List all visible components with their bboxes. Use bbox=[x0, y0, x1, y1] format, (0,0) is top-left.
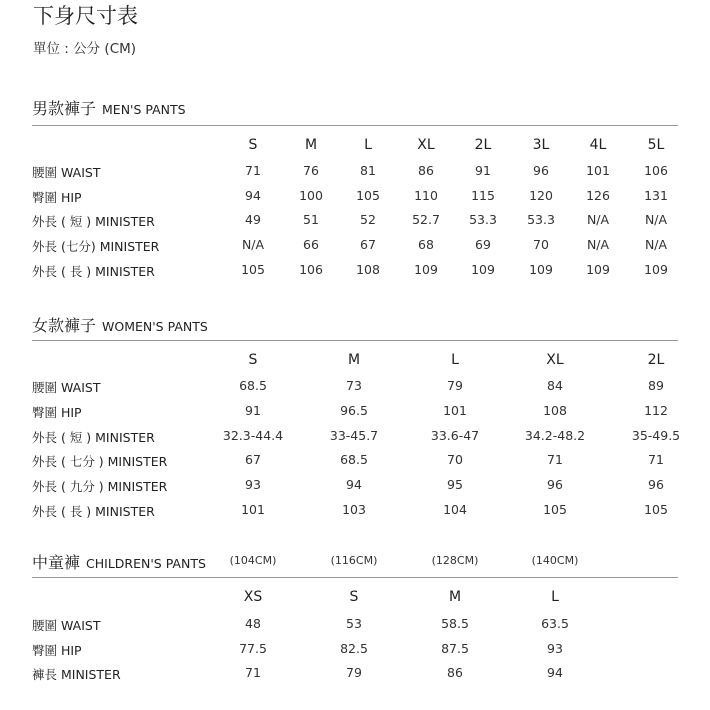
table-cell: 52.7 bbox=[412, 212, 440, 228]
row-label: 外長 ( 短 ) MINISTER bbox=[32, 214, 155, 230]
row-label: 腰圍 WAIST bbox=[32, 618, 101, 633]
table-cell: 93 bbox=[245, 477, 261, 493]
table-cell: 52 bbox=[360, 212, 376, 228]
table-cell: 91 bbox=[475, 163, 491, 178]
table-cell: N/A bbox=[586, 212, 610, 228]
table-cell: 53.3 bbox=[527, 212, 555, 228]
table-cell: 53.3 bbox=[469, 212, 497, 228]
table-cell: 94 bbox=[245, 187, 261, 203]
table-cell: 68.5 bbox=[239, 378, 267, 393]
table-cell: 32.3-44.4 bbox=[222, 427, 284, 443]
row-label: 臀圍 HIP bbox=[32, 642, 82, 658]
section-title-en: WOMEN'S PANTS bbox=[102, 319, 208, 334]
table-cell: 109 bbox=[414, 261, 438, 277]
row-label: 外長 ( 九分 ) MINISTER bbox=[32, 479, 168, 495]
table-cell: 110 bbox=[414, 187, 438, 203]
table-cell: 82.5 bbox=[340, 640, 368, 656]
row-label: 臀圍 HIP bbox=[32, 189, 82, 205]
table-cell: 71 bbox=[547, 452, 563, 468]
table-cell: 68 bbox=[418, 237, 434, 253]
table-cell: 89 bbox=[648, 378, 664, 393]
table-cell: 71 bbox=[245, 163, 261, 178]
section-title-men bbox=[32, 96, 186, 119]
table-cell: 86 bbox=[418, 163, 434, 178]
table-cell: N/A bbox=[241, 237, 265, 253]
table-cell: 69 bbox=[475, 237, 491, 253]
table-cell: 81 bbox=[360, 163, 376, 178]
table-cell: 53 bbox=[346, 616, 362, 631]
table-cell: 77.5 bbox=[239, 640, 267, 656]
size-header: M bbox=[304, 137, 318, 153]
section-title-zh: 女款褲子 bbox=[32, 316, 97, 335]
table-cell: 94 bbox=[547, 665, 563, 680]
size-header: S bbox=[248, 352, 258, 368]
table-cell: 101 bbox=[241, 502, 265, 517]
age-height-label: (128CM) bbox=[431, 554, 479, 567]
table-cell: 94 bbox=[346, 477, 362, 493]
table-cell: 120 bbox=[529, 187, 553, 203]
section-title-women bbox=[32, 313, 208, 336]
row-label: 外長 ( 七分 ) MINISTER bbox=[32, 454, 168, 470]
table-cell: 84 bbox=[547, 378, 563, 393]
section-title-en: MEN'S PANTS bbox=[102, 102, 186, 117]
table-cell: 70 bbox=[533, 237, 549, 253]
table-cell: 131 bbox=[644, 187, 668, 203]
row-label: 外長 ( 長 ) MINISTER bbox=[32, 263, 155, 279]
table-cell: 33.6-47 bbox=[430, 427, 480, 443]
table-cell: 109 bbox=[644, 261, 668, 277]
size-header: L bbox=[551, 589, 559, 605]
size-header: 5L bbox=[647, 137, 665, 153]
table-cell: 76 bbox=[303, 163, 319, 178]
table-cell: 51 bbox=[303, 212, 319, 228]
table-cell: 35-49.5 bbox=[631, 427, 681, 443]
table-cell: 67 bbox=[245, 452, 261, 468]
table-cell: N/A bbox=[644, 212, 668, 228]
section-title-zh: 男款褲子 bbox=[32, 99, 97, 118]
table-cell: 101 bbox=[443, 402, 467, 418]
table-cell: 67 bbox=[360, 237, 376, 253]
table-cell: 58.5 bbox=[441, 616, 469, 631]
table-cell: 63.5 bbox=[541, 616, 569, 631]
size-header: M bbox=[347, 352, 361, 368]
row-label: 外長 ( 長 ) MINISTER bbox=[32, 504, 155, 519]
row-label: 臀圍 HIP bbox=[32, 404, 82, 420]
size-header: L bbox=[364, 137, 372, 153]
size-header: XS bbox=[243, 589, 263, 605]
table-cell: 79 bbox=[447, 378, 463, 393]
table-cell: N/A bbox=[586, 237, 610, 253]
page-title: 下身尺寸表 bbox=[33, 4, 138, 28]
table-cell: 68.5 bbox=[340, 452, 368, 468]
table-cell: 34.2-48.2 bbox=[524, 427, 586, 443]
table-cell: 96.5 bbox=[340, 402, 368, 418]
table-cell: 66 bbox=[303, 237, 319, 253]
table-cell: 108 bbox=[356, 261, 380, 277]
size-header: S bbox=[248, 137, 258, 153]
unit-note: 單位 : 公分 (CM) bbox=[33, 41, 137, 57]
table-cell: 96 bbox=[547, 477, 563, 493]
table-cell: 91 bbox=[245, 402, 261, 418]
table-cell: 48 bbox=[245, 616, 261, 631]
table-cell: 96 bbox=[533, 163, 549, 178]
table-cell: 70 bbox=[447, 452, 463, 468]
table-cell: 93 bbox=[547, 640, 563, 656]
table-cell: 95 bbox=[447, 477, 463, 493]
table-cell: 104 bbox=[443, 502, 467, 517]
size-header: XL bbox=[546, 352, 564, 368]
table-cell: 105 bbox=[543, 502, 567, 517]
size-header: S bbox=[349, 589, 359, 605]
table-cell: 71 bbox=[245, 665, 261, 680]
table-cell: 103 bbox=[342, 502, 366, 517]
age-height-label: (116CM) bbox=[330, 554, 378, 567]
table-cell: 79 bbox=[346, 665, 362, 680]
table-cell: 105 bbox=[644, 502, 668, 517]
table-cell: 100 bbox=[299, 187, 323, 203]
table-cell: 108 bbox=[543, 402, 567, 418]
section-divider bbox=[32, 125, 678, 126]
size-header: 4L bbox=[589, 137, 607, 153]
row-label: 外長 (七分) MINISTER bbox=[32, 239, 160, 255]
table-cell: 106 bbox=[644, 163, 668, 178]
table-cell: 96 bbox=[648, 477, 664, 493]
section-title-children bbox=[32, 550, 206, 573]
table-cell: 71 bbox=[648, 452, 664, 468]
table-cell: 87.5 bbox=[441, 640, 469, 656]
table-cell: 33-45.7 bbox=[329, 427, 379, 443]
table-cell: 101 bbox=[586, 163, 610, 178]
size-header: L bbox=[451, 352, 459, 368]
table-cell: 106 bbox=[299, 261, 323, 277]
table-cell: 86 bbox=[447, 665, 463, 680]
row-label: 外長 ( 短 ) MINISTER bbox=[32, 429, 155, 445]
section-title-en: CHILDREN'S PANTS bbox=[86, 556, 206, 571]
row-label: 腰圍 WAIST bbox=[32, 165, 101, 180]
table-cell: 105 bbox=[356, 187, 380, 203]
row-label: 褲長 MINISTER bbox=[32, 667, 121, 682]
age-height-label: (104CM) bbox=[229, 554, 277, 567]
table-cell: 73 bbox=[346, 378, 362, 393]
table-cell: 105 bbox=[241, 261, 265, 277]
table-cell: 49 bbox=[245, 212, 261, 228]
table-cell: 115 bbox=[471, 187, 495, 203]
size-header: 2L bbox=[647, 352, 665, 368]
row-label: 腰圍 WAIST bbox=[32, 380, 101, 395]
size-header: 3L bbox=[532, 137, 550, 153]
table-cell: 109 bbox=[471, 261, 495, 277]
age-height-label: (140CM) bbox=[531, 554, 579, 567]
section-divider bbox=[32, 577, 678, 578]
table-cell: N/A bbox=[644, 237, 668, 253]
size-header: M bbox=[448, 589, 462, 605]
size-header: 2L bbox=[474, 137, 492, 153]
table-cell: 112 bbox=[644, 402, 668, 418]
section-divider bbox=[32, 340, 678, 341]
table-cell: 109 bbox=[529, 261, 553, 277]
section-title-zh: 中童褲 bbox=[32, 553, 81, 572]
size-header: XL bbox=[417, 137, 435, 153]
table-cell: 109 bbox=[586, 261, 610, 277]
table-cell: 126 bbox=[586, 187, 610, 203]
